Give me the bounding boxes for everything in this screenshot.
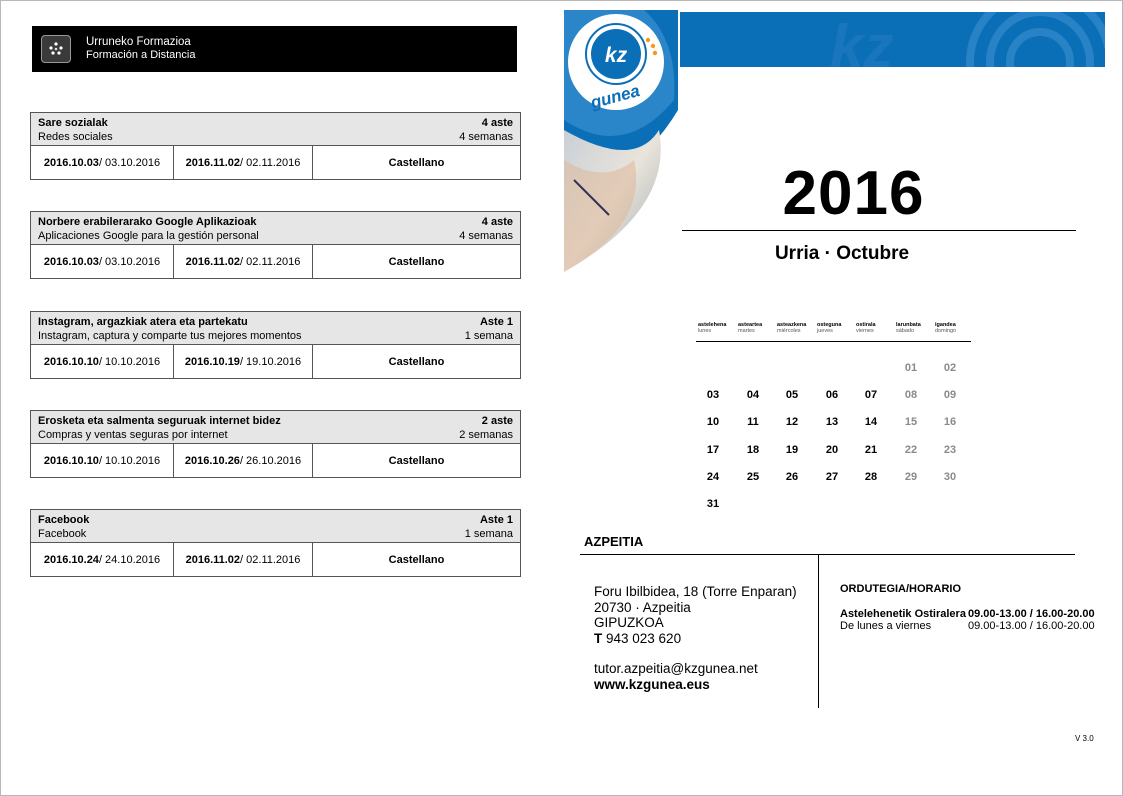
weekday-eu: asteazkena — [777, 322, 807, 328]
course-end-date — [174, 345, 313, 378]
calendar-day: 18 — [746, 444, 760, 456]
course-subtitle: Compras y ventas seguras por internet — [38, 429, 228, 441]
address-block — [594, 584, 797, 692]
end-date-es: / 26.10.2016 — [239, 454, 302, 467]
city-divider — [580, 554, 1075, 555]
calendar-day: 01 — [904, 362, 918, 374]
course-title: Instagram, argazkiak atera eta partekatu — [38, 316, 248, 328]
calendar-year: 2016 — [782, 159, 925, 228]
address-line-1: Foru Ibilbidea, 18 (Torre Enparan) — [594, 584, 797, 599]
phone-number: 943 023 620 — [602, 630, 682, 646]
course-end-date — [174, 444, 313, 477]
start-date-es: / 24.10.2016 — [98, 553, 161, 566]
course-title: Sare sozialak — [38, 117, 108, 129]
calendar-day: 22 — [904, 444, 918, 456]
course-start-date — [31, 245, 174, 278]
address-line-2: 20730 · Azpeitia — [594, 599, 691, 615]
course-title: Facebook — [38, 514, 90, 526]
end-date-eu: 2016.10.19 — [184, 355, 240, 368]
calendar-day: 30 — [943, 471, 957, 483]
end-date-eu: 2016.10.26 — [184, 454, 240, 467]
weekday-eu: larunbata — [896, 322, 921, 328]
course-duration-es: 1 semana — [464, 528, 513, 540]
kzgunea-logo — [564, 10, 678, 272]
course-subtitle: Redes sociales — [38, 131, 113, 143]
course-start-date — [31, 444, 174, 477]
calendar-day: 09 — [943, 389, 957, 401]
course-language: Castellano — [388, 454, 445, 467]
course-start-date — [31, 543, 174, 576]
calendar-day: 28 — [864, 471, 878, 483]
course-card — [30, 211, 521, 279]
hours-es-value: 09.00-13.00 / 16.00-20.00 — [968, 620, 1095, 632]
course-end-date — [174, 543, 313, 576]
svg-text:gunea: gunea — [588, 81, 642, 113]
dots-logo-icon — [41, 35, 71, 63]
calendar-day: 24 — [706, 471, 720, 483]
column-divider — [818, 555, 819, 708]
course-start-date — [31, 146, 174, 179]
header-subtitle: Formación a Distancia — [86, 49, 196, 61]
calendar-day: 08 — [904, 389, 918, 401]
calendar-day: 13 — [825, 416, 839, 428]
svg-text:kz: kz — [604, 44, 628, 67]
course-language: Castellano — [388, 553, 445, 566]
end-date-eu: 2016.11.02 — [185, 255, 241, 268]
weekday-label — [896, 322, 936, 334]
start-date-es: / 10.10.2016 — [98, 355, 161, 368]
calendar-day: 11 — [747, 416, 759, 428]
course-header — [31, 212, 520, 245]
weekday-eu: astelehena — [698, 322, 727, 328]
hours-eu-value: 09.00-13.00 / 16.00-20.00 — [968, 608, 1095, 620]
course-header — [31, 312, 520, 345]
phone-label: T — [594, 630, 603, 646]
course-duration-eu: Aste 1 — [479, 316, 513, 328]
version-label: V 3.0 — [1075, 734, 1094, 743]
email-link[interactable]: tutor.azpeitia@kzgunea.net — [594, 661, 758, 676]
weekday-label — [698, 322, 738, 334]
hours-block — [840, 608, 1095, 632]
course-subtitle: Facebook — [38, 528, 87, 540]
weekday-label — [935, 322, 975, 334]
calendar-day: 20 — [825, 444, 839, 456]
calendar-day: 17 — [706, 444, 720, 456]
course-card — [30, 311, 521, 379]
calendar-day: 25 — [746, 471, 760, 483]
weekday-es: jueves — [817, 328, 833, 334]
weekday-label — [777, 322, 817, 334]
course-end-date — [174, 146, 313, 179]
start-date-es: / 03.10.2016 — [98, 156, 161, 169]
start-date-eu: 2016.10.10 — [43, 355, 99, 368]
weekday-label — [738, 322, 778, 334]
calendar-day: 14 — [864, 416, 878, 428]
calendar-day: 16 — [943, 416, 957, 428]
city-name: AZPEITIA — [584, 534, 644, 549]
hours-title: ORDUTEGIA/HORARIO — [840, 583, 961, 595]
calendar-day: 02 — [943, 362, 957, 374]
calendar-day: 29 — [904, 471, 918, 483]
calendar-day: 06 — [825, 389, 839, 401]
course-duration-eu: 4 aste — [481, 117, 513, 129]
calendar-weekday-header — [696, 322, 971, 342]
calendar-day: 05 — [785, 389, 799, 401]
start-date-eu: 2016.10.03 — [43, 255, 99, 268]
calendar-day: 19 — [785, 444, 799, 456]
course-title: Erosketa eta salmenta seguruak internet bidez — [38, 415, 281, 427]
calendar-day: 27 — [825, 471, 839, 483]
year-divider — [682, 230, 1076, 231]
weekday-eu: osteguna — [817, 322, 842, 328]
course-duration-eu: 4 aste — [481, 216, 513, 228]
course-duration-eu: 2 aste — [481, 415, 513, 427]
course-duration-es: 2 semanas — [459, 429, 513, 441]
course-subtitle: Instagram, captura y comparte tus mejores momentos — [38, 330, 302, 342]
start-date-es: / 10.10.2016 — [98, 454, 161, 467]
weekday-label — [817, 322, 857, 334]
end-date-es: / 02.11.2016 — [240, 255, 301, 268]
course-header — [31, 411, 520, 444]
header-bar — [32, 26, 517, 72]
course-dates-row — [31, 146, 520, 179]
course-duration-es: 4 semanas — [459, 131, 513, 143]
course-duration-eu: Aste 1 — [479, 514, 513, 526]
weekday-eu: igandea — [935, 322, 956, 328]
course-card — [30, 509, 521, 577]
calendar-day: 15 — [904, 416, 918, 428]
course-end-date — [174, 245, 313, 278]
end-date-eu: 2016.11.02 — [185, 156, 241, 169]
calendar-day: 10 — [706, 416, 720, 428]
weekday-es: lunes — [698, 328, 712, 334]
course-duration-es: 1 semana — [464, 330, 513, 342]
end-date-es: / 02.11.2016 — [240, 156, 301, 169]
address-line-3: GIPUZKOA — [594, 615, 664, 630]
course-dates-row — [31, 245, 520, 278]
svg-text:kz: kz — [830, 13, 894, 67]
calendar-day: 31 — [706, 498, 720, 510]
calendar-day: 26 — [785, 471, 799, 483]
start-date-es: / 03.10.2016 — [98, 255, 161, 268]
course-subtitle: Aplicaciones Google para la gestión personal — [38, 230, 259, 242]
header-banner — [680, 12, 1105, 67]
course-header — [31, 510, 520, 543]
weekday-es: domingo — [935, 328, 957, 334]
start-date-eu: 2016.10.10 — [43, 454, 99, 467]
course-dates-row — [31, 444, 520, 477]
course-language: Castellano — [388, 156, 445, 169]
calendar-day: 12 — [785, 416, 799, 428]
course-card — [30, 410, 521, 478]
course-language: Castellano — [388, 355, 445, 368]
calendar-day: 03 — [706, 389, 720, 401]
course-start-date — [31, 345, 174, 378]
start-date-eu: 2016.10.24 — [43, 553, 99, 566]
course-language: Castellano — [388, 255, 445, 268]
hours-es-label: De lunes a viernes — [840, 620, 932, 632]
start-date-eu: 2016.10.03 — [43, 156, 99, 169]
weekday-es: viernes — [856, 328, 874, 334]
hours-eu-label: Astelehenetik Ostiralera — [840, 608, 966, 620]
end-date-es: / 02.11.2016 — [240, 553, 301, 566]
weekday-es: martes — [738, 328, 755, 334]
end-date-es: / 19.10.2016 — [239, 355, 302, 368]
calendar-day: 23 — [943, 444, 957, 456]
course-duration-es: 4 semanas — [459, 230, 513, 242]
course-card — [30, 112, 521, 180]
calendar-month: Urria · Octubre — [774, 243, 910, 264]
course-dates-row — [31, 345, 520, 378]
calendar-day: 07 — [864, 389, 878, 401]
course-title: Norbere erabilerarako Google Aplikazioak — [38, 216, 257, 228]
course-dates-row — [31, 543, 520, 576]
header-title: Urruneko Formazioa — [86, 36, 191, 48]
phone-line — [594, 631, 797, 647]
end-date-eu: 2016.11.02 — [185, 553, 241, 566]
weekday-es: sábado — [896, 328, 915, 334]
calendar-day: 21 — [864, 444, 878, 456]
course-header — [31, 113, 520, 146]
website-link[interactable]: www.kzgunea.eus — [594, 676, 710, 692]
weekday-label — [856, 322, 896, 334]
weekday-es: miércoles — [777, 328, 801, 334]
calendar-day: 04 — [746, 389, 760, 401]
weekday-eu: asteartea — [738, 322, 763, 328]
weekday-eu: ostirala — [856, 322, 876, 328]
